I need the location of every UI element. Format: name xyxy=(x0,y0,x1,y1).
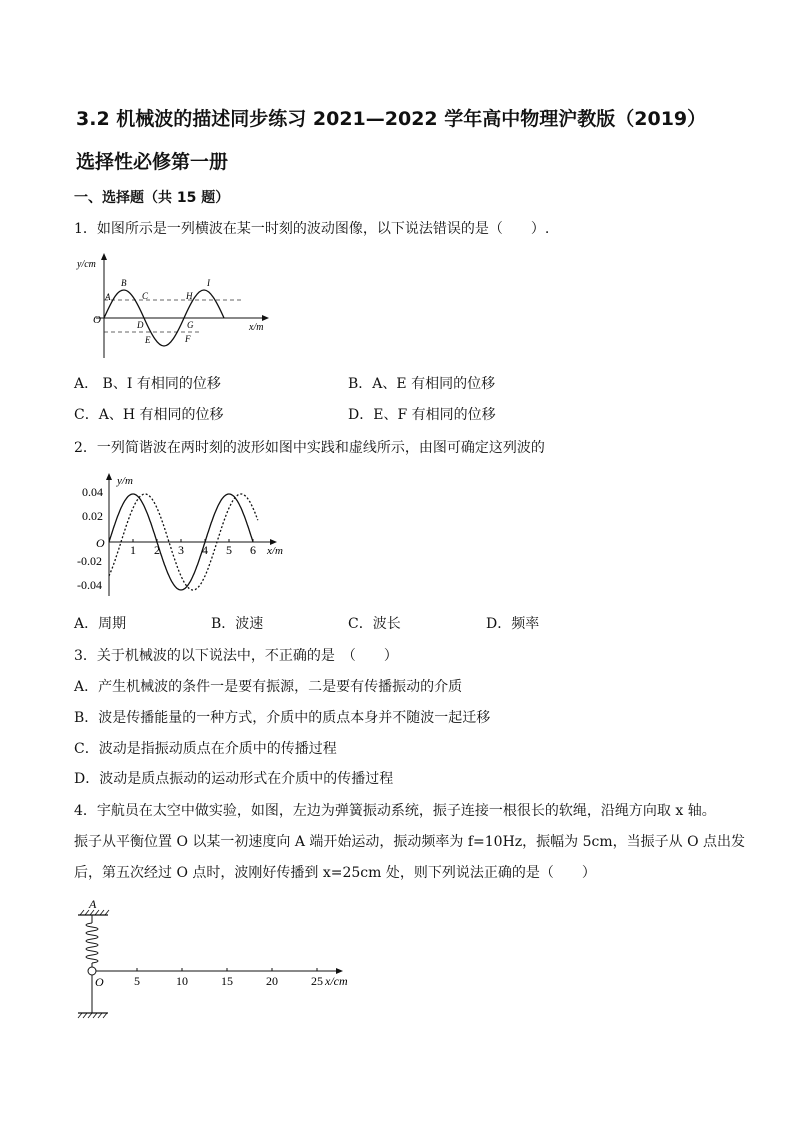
q1-option-a: A． B、I 有相同的位移 xyxy=(74,376,221,392)
q4-spring-coil xyxy=(86,923,98,963)
q2-xtick-4: 4 xyxy=(202,543,208,557)
title-line-1: 3.2 机械波的描述同步练习 2021—2022 学年高中物理沪教版（2019） xyxy=(76,108,707,130)
q2-option-c: C．波长 xyxy=(348,616,401,632)
q2-xtick-3: 3 xyxy=(178,543,184,557)
q1-point-i: I xyxy=(207,278,210,288)
q1-x-arrow xyxy=(262,315,269,321)
q2-option-b: B．波速 xyxy=(211,616,264,632)
title-line-2: 选择性必修第一册 xyxy=(76,151,229,173)
q4-xtick-20: 20 xyxy=(266,974,278,988)
q1-point-c: C xyxy=(142,291,149,301)
q1-point-f: F xyxy=(185,334,191,344)
q1-y-label: y/cm xyxy=(77,259,96,270)
q2-option-d: D．频率 xyxy=(486,616,540,632)
q1-stem: 1．如图所示是一列横波在某一时刻的波动图像，以下说法错误的是（ ）. xyxy=(74,221,550,237)
q3-stem: 3．关于机械波的以下说法中，不正确的是 （ ） xyxy=(74,648,398,664)
q1-point-d: D xyxy=(137,320,144,330)
q4-x-label: x/cm xyxy=(325,974,348,988)
q2-wave-figure xyxy=(74,468,294,600)
q2-xtick-1: 1 xyxy=(130,543,136,557)
q1-option-c: C．A、H 有相同的位移 xyxy=(74,407,224,423)
q4-origin: O xyxy=(95,975,104,989)
q2-origin: O xyxy=(96,536,105,550)
q4-oscillator xyxy=(88,967,96,975)
q1-x-label: x/m xyxy=(249,322,264,333)
q3-option-d: D．波动是质点振动的运动形式在介质中的传播过程 xyxy=(74,771,394,787)
q1-y-arrow xyxy=(101,253,107,260)
q2-xtick-2: 2 xyxy=(154,543,160,557)
q1-point-e: E xyxy=(145,335,151,345)
q2-y-arrow xyxy=(106,473,112,480)
q4-label-a: A xyxy=(89,897,97,911)
q4-line-2: 振子从平衡位置 O 以某一初速度向 A 端开始运动，振动频率为 f=10Hz，振幅为 5cm，当振子从 O 点出发 xyxy=(74,834,745,850)
q2-xtick-6: 6 xyxy=(250,543,256,557)
q4-line-1: 4．宇航员在太空中做实验，如图，左边为弹簧振动系统，振子连接一根很长的软绳，沿绳方向取 x 轴。 xyxy=(74,803,716,819)
q4-xtick-5: 5 xyxy=(134,974,140,988)
q4-line-3: 后，第五次经过 O 点时，波刚好传播到 x=25cm 处，则下列说法正确的是（ ） xyxy=(74,865,596,881)
q3-option-b: B．波是传播能量的一种方式，介质中的质点本身并不随波一起迁移 xyxy=(74,710,491,726)
q2-x-label: x/m xyxy=(267,545,283,557)
q2-xtick-5: 5 xyxy=(226,543,232,557)
q4-bottom-hatch xyxy=(78,1013,107,1018)
q2-y-label: y/m xyxy=(117,475,133,487)
q3-option-c: C．波动是指振动质点在介质中的传播过程 xyxy=(74,741,337,757)
q4-xtick-15: 15 xyxy=(221,974,233,988)
q2-ytick-neg0.02: -0.02 xyxy=(77,554,102,568)
q4-spring-figure xyxy=(70,895,370,1027)
q2-stem: 2．一列简谐波在两时刻的波形如图中实践和虚线所示，由图可确定这列波的 xyxy=(74,440,545,456)
q1-point-a: A xyxy=(105,292,111,302)
q1-wave-figure xyxy=(74,250,274,360)
q2-ytick-0.02: 0.02 xyxy=(82,509,103,523)
q1-option-b: B．A、E 有相同的位移 xyxy=(348,376,496,392)
q1-point-h: H xyxy=(186,291,193,301)
q4-xtick-10: 10 xyxy=(176,974,188,988)
q1-origin: O xyxy=(93,314,101,326)
q1-point-g: G xyxy=(187,320,194,330)
q1-point-b: B xyxy=(121,278,127,288)
q1-option-d: D．E、F 有相同的位移 xyxy=(348,407,496,423)
q2-option-a: A．周期 xyxy=(74,616,127,632)
section-heading: 一、选择题（共 15 题） xyxy=(74,190,230,206)
q2-ytick-0.04: 0.04 xyxy=(82,485,103,499)
q2-ytick-neg0.04: -0.04 xyxy=(77,578,102,592)
q4-xtick-25: 25 xyxy=(311,974,323,988)
q3-option-a: A．产生机械波的条件一是要有振源，二是要有传播振动的介质 xyxy=(74,679,463,695)
